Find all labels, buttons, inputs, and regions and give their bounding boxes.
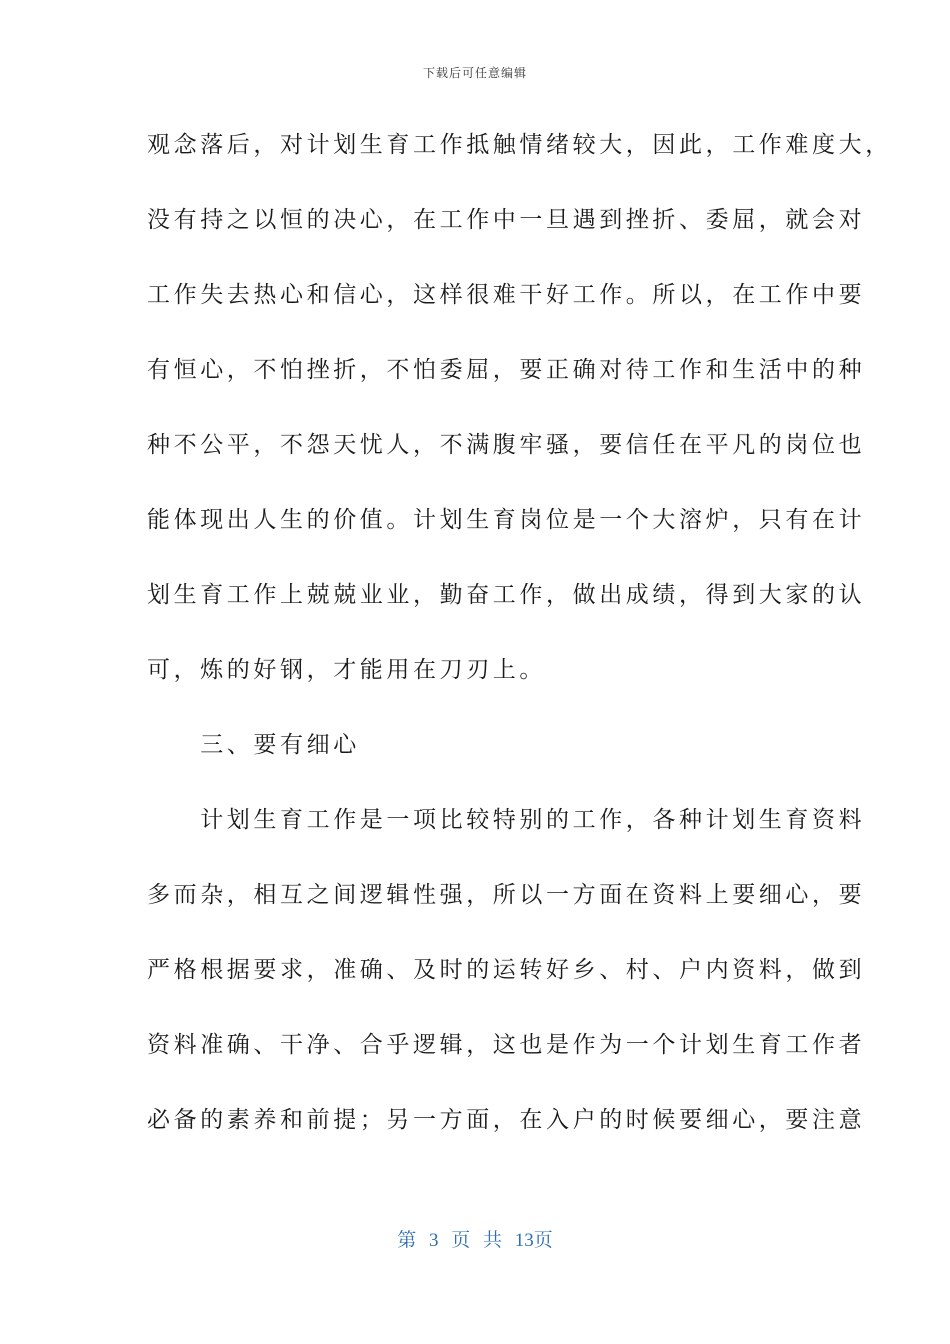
text-line: 计划生育工作是一项比较特别的工作，各种计划生育资料 (147, 807, 866, 833)
text-line: 种不公平，不怨天忧人，不满腹牢骚，要信任在平凡的岗位也 (147, 432, 866, 458)
text-line: 能体现出人生的价值。计划生育岗位是一个大溶炉，只有在计 (147, 507, 866, 533)
text-line: 没有持之以恒的决心，在工作中一旦遇到挫折、委屈，就会对 (147, 207, 866, 233)
text-line: 资料准确、干净、合乎逻辑，这也是作为一个计划生育工作者 (147, 1032, 866, 1058)
text-line: 可，炼的好钢，才能用在刀刃上。 (147, 657, 546, 683)
text-line: 严格根据要求，准确、及时的运转好乡、村、户内资料，做到 (147, 957, 866, 983)
page-header: 下载后可任意编辑 (422, 66, 527, 80)
section-heading: 三、要有细心 (147, 732, 360, 758)
text-line: 有恒心，不怕挫折，不怕委屈，要正确对待工作和生活中的种 (147, 357, 866, 383)
text-line: 多而杂，相互之间逻辑性强，所以一方面在资料上要细心，要 (147, 882, 866, 908)
text-line: 划生育工作上兢兢业业，勤奋工作，做出成绩，得到大家的认 (147, 582, 866, 608)
text-line: 工作失去热心和信心，这样很难干好工作。所以，在工作中要 (147, 282, 866, 308)
text-line: 观念落后，对计划生育工作抵触情绪较大，因此，工作难度大， (147, 132, 892, 158)
text-line: 必备的素养和前提；另一方面，在入户的时候要细心，要注意 (147, 1107, 866, 1133)
page-number: 第 3 页 共 13页 (397, 1230, 553, 1251)
